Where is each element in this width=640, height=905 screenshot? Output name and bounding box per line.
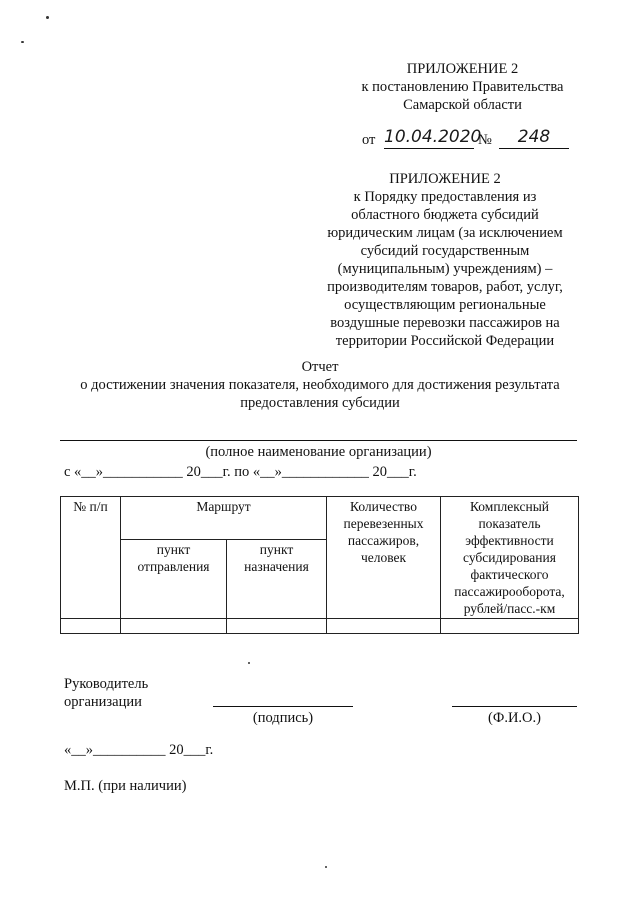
header-line: рублей/пасс.-км [463,601,556,616]
table-cell[interactable] [61,619,121,634]
appendix-order-line: юридическим лицам (за исключением [327,225,563,241]
table-header-row [61,497,579,540]
header-line: перевезенных [343,516,424,531]
table-cell[interactable] [227,619,327,634]
col-header-index [441,497,579,619]
header-line: фактического [470,567,549,582]
signature-caption: (подпись) [252,710,314,726]
header-line: Количество [350,499,417,514]
scan-mark [46,16,49,19]
col-header-departure [121,539,227,618]
report-period: с «__»___________ 20___г. по «__»____________ 20___г. [64,464,417,480]
header-line: пассажирооборота, [454,584,565,599]
appendix-order-line: к Порядку предоставления из [353,189,537,205]
header-line: человек [360,550,407,565]
signature-date: «__»__________ 20___г. [64,742,214,758]
appendix-order-line: субсидий государственным [360,243,530,259]
appendix-order-line: территории Российской Федерации [335,333,555,349]
report-table [60,496,579,634]
organization-name-line [60,440,577,441]
report-subtitle: предоставления субсидии [240,395,400,411]
report-subtitle: о достижении значения показателя, необходимого для достижения результата [80,377,560,393]
header-line: пункт [259,541,294,557]
appendix-decree [330,60,595,114]
appendix-order-line: областного бюджета субсидий [351,207,539,223]
scan-mark [21,41,24,43]
report-title: Отчет [301,359,339,375]
head-label-line: Руководитель [64,676,149,692]
signature-line [213,706,353,707]
table-row [61,619,579,634]
full-name-line [452,706,577,707]
full-name-caption: (Ф.И.О.) [488,710,541,726]
appendix-order-title: ПРИЛОЖЕНИЕ 2 [389,171,501,187]
col-header-route [121,497,327,540]
header-line: показатель [478,516,541,531]
appendix-decree-title: ПРИЛОЖЕНИЕ 2 [406,61,519,77]
table-cell[interactable] [327,619,441,634]
organization-caption: (полное наименование организации) [205,444,432,460]
col-header-route-label: Маршрут [196,499,251,514]
handwritten-date: 10.04.2020 [384,127,482,147]
col-header-passengers [327,497,441,619]
header-line: Комплексный [469,499,550,514]
appendix-order-line: (муниципальным) учреждениям) – [337,261,553,277]
table-cell[interactable] [441,619,579,634]
decree-date-row [362,126,592,150]
table-cell[interactable] [121,619,227,634]
stamp-label: М.П. (при наличии) [64,778,187,794]
date-prefix: от [362,132,376,148]
handwritten-number: 248 [499,126,569,149]
appendix-decree-line: к постановлению Правительства [361,79,564,95]
header-line: отправления [137,558,210,574]
report-heading [40,358,600,412]
col-header-number-label: № п/п [73,499,108,514]
header-line: эффективности [465,533,554,548]
header-line: пассажиров, [347,533,420,548]
appendix-decree-line: Самарской области [403,97,522,113]
col-header-destination [227,539,327,618]
appendix-order-line: воздушные перевозки пассажиров на [330,315,560,331]
appendix-order [300,170,590,350]
number-prefix: № [478,132,492,148]
scan-mark [248,662,250,664]
col-header-number [61,497,121,619]
header-line: пункт [156,541,191,557]
head-label-line: организации [64,694,142,710]
appendix-order-line: производителям товаров, работ, услуг, [327,279,563,295]
header-line: субсидирования [463,550,556,565]
scan-mark [325,866,327,868]
appendix-order-line: осуществляющим региональные [344,297,546,313]
header-line: назначения [244,558,309,574]
